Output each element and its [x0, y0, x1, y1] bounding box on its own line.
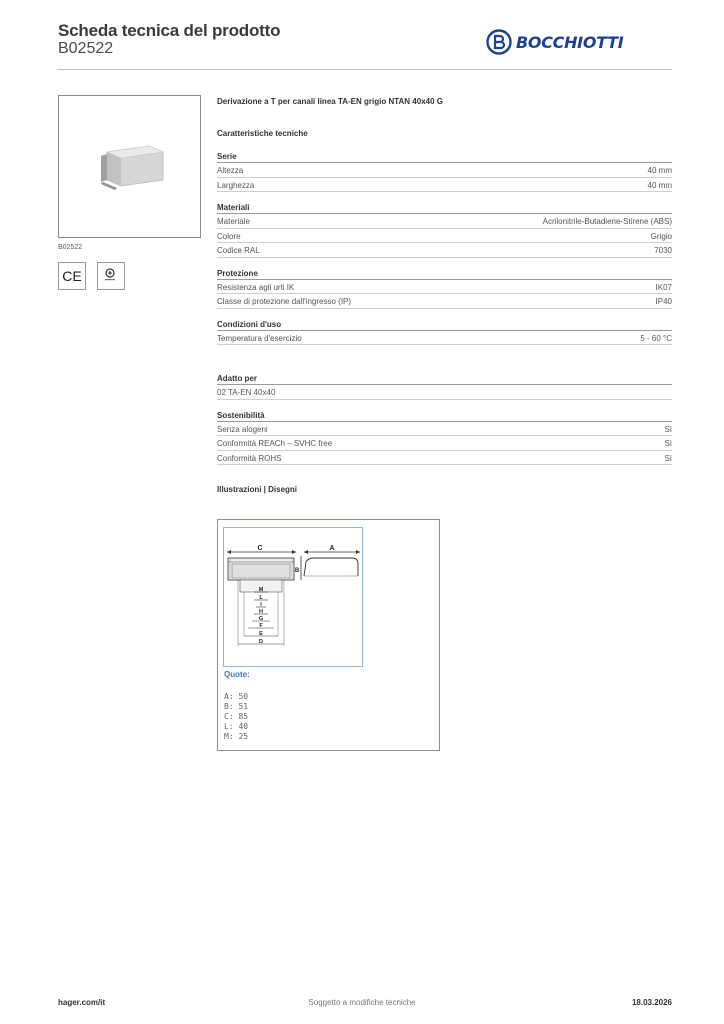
product-illustration — [59, 96, 200, 237]
footer-date: 18.03.2026 — [631, 998, 672, 1007]
quotes-title: Quote: — [224, 670, 250, 679]
header-divider — [58, 69, 672, 70]
imq-mark-icon — [97, 262, 125, 290]
spec-row: Larghezza 40 mm — [217, 178, 672, 193]
group-materiali: Materiali — [217, 200, 672, 214]
quote-item: B: 51 — [224, 702, 249, 711]
ce-mark-icon: CE — [58, 262, 86, 290]
spec-row: Classe di protezione dall'ingresso (IP) IP40 — [217, 294, 672, 309]
group-condizioni: Condizioni d'uso — [217, 317, 672, 331]
dim-label-f: F — [259, 623, 263, 629]
dim-label-b: B — [294, 568, 300, 574]
illustrations-title: Illustrazioni | Disegni — [217, 485, 298, 494]
compat-title: Adatto per — [217, 371, 672, 385]
dim-label-a: A — [329, 545, 335, 552]
technical-drawing — [223, 527, 363, 667]
group-serie: Serie — [217, 149, 672, 163]
brand-name: BOCCHIOTTI — [516, 32, 624, 52]
bocchiotti-logo-icon — [486, 29, 512, 55]
brand-logo — [486, 29, 623, 55]
dim-label-d: D — [259, 639, 263, 645]
dim-label-m: M — [258, 587, 264, 593]
page-title: Scheda tecnica del prodotto — [58, 21, 281, 40]
spec-content — [217, 97, 672, 494]
dim-label-i: I — [260, 602, 262, 608]
sustain-row: Conformità ROHS Sì — [217, 451, 672, 466]
sustain-row: Senza alogeni Sì — [217, 422, 672, 437]
product-description: Derivazione a T per canali linea TA-EN grigio NTAN 40x40 G — [217, 97, 443, 106]
quotes-list — [224, 692, 248, 742]
spec-row: Temperatura d'esercizio 5 - 60 °C — [217, 331, 672, 346]
compat-row: 02 TA-EN 40x40 — [217, 385, 672, 400]
dim-label-e: E — [259, 631, 263, 637]
spec-row: Colore Grigio — [217, 229, 672, 244]
sustain-title: Sostenibilità — [217, 408, 672, 422]
tech-specs-title: Caratteristiche tecniche — [217, 129, 308, 138]
dim-label-c: C — [257, 545, 263, 552]
spec-row: Altezza 40 mm — [217, 163, 672, 178]
quote-item: L: 40 — [224, 722, 249, 731]
dim-label-g: G — [258, 616, 264, 622]
product-image — [58, 95, 201, 238]
product-image-caption: B02522 — [58, 244, 83, 251]
product-code: B02522 — [58, 40, 114, 57]
illustration-panel — [217, 519, 440, 751]
quote-item: C: 85 — [224, 712, 249, 721]
spec-row: Codice RAL 7030 — [217, 243, 672, 258]
spec-row: Materiale Acrilonitrile-Butadiene-Stirene (ABS) — [217, 214, 672, 229]
quote-item: A: 50 — [224, 692, 249, 701]
spec-row: Resistenza agli urti IK IK07 — [217, 280, 672, 295]
dim-label-h: H — [259, 609, 263, 615]
dim-label-l: L — [259, 595, 263, 601]
footer-website-link[interactable]: hager.com/it — [58, 998, 106, 1007]
footer-note: Soggetto a modifiche tecniche — [308, 998, 416, 1007]
group-protezione: Protezione — [217, 266, 672, 280]
sustain-row: Conformità REACh – SVHC free Sì — [217, 436, 672, 451]
quote-item: M: 25 — [224, 732, 249, 741]
